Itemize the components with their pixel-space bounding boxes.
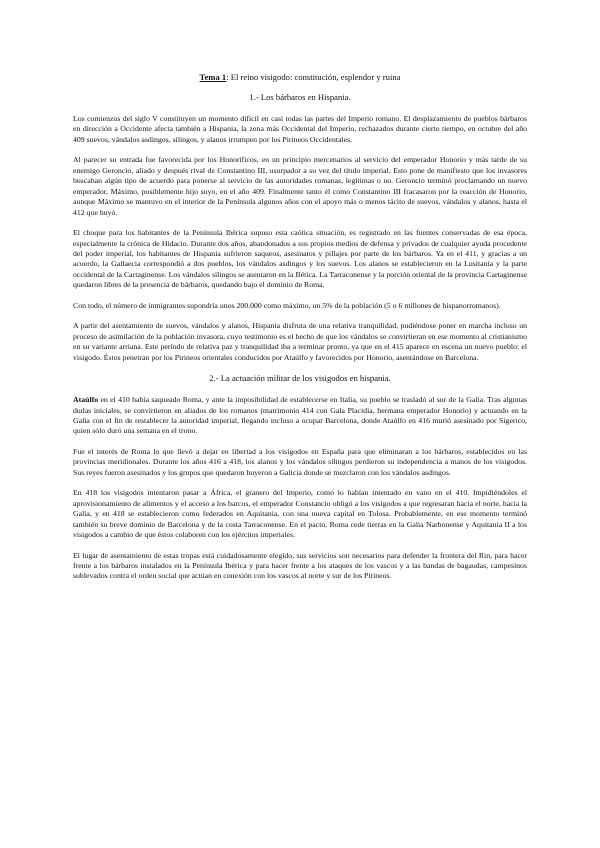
paragraph-lead: Ataúlfo xyxy=(73,395,99,405)
paragraph: Con todo, el número de inmigrantes supondría unos 200.000 como máximo, un 5% de la población (5 o 6 millones de hispanorromanos). xyxy=(73,300,501,310)
paragraph-text: en el 410 había saqueado Roma, y ante la imposibilidad de establecerse en Italia, su pueblo se trasladó al sur de la Galia. Tras algunas dudas iniciales, se convirtieron en aliados de los romanos (matrimonio 414 con Gala Placidia, hermana emperador Honorio) y actuando en la Galia con el fin de restablecer la autoridad imperial, llegando incluso a ocupar Barcelona, donde Ataúlfo en 416 murió asesinado por Sigerico, quien sólo duró una semana en el trono. xyxy=(73,395,527,436)
paragraph: El choque para los habitantes de la Península Ibérica supuso esta caótica situación, es registrado en las fuentes conservadas de esa época, especialmente la crónica de Hidacio. Durante dos años, abandonados a sus propios medios de defensa y privados de cualquier ayuda procedente del poder imperial, los habitantes de Hispania sufrieron saqueos, asesinatos y pillajes por parte de los bárbaros. Ya en el 411, y gracias a un acuerdo, la Gallaecia correspondió a dos pueblos, los vándalos asdingos y los suevos. Los alanos se establecieron en la Lusitania y la parte occidental de la Cartaginense. Los vándalos silingos se asentaron en la Bética. La Tarraconense y la porción oriental de la provincia Cartaginense quedaron libres de la presencia de bárbaros, quedando bajo el dominio de Roma. xyxy=(73,228,527,290)
paragraph: A partir del asentamiento de suevos, vándalos y alanos, Hispania disfruta de una relativa tranquilidad, pudiéndose poner en marcha incluso un proceso de asimilación de la población invasora, cuyo testimonio es el hecho de que los vándalos se convirtieran en ese momento al cristianismo en su variante arriana. Este período de relativa paz y tranquilidad iba a terminar pronto, ya que en el 415 aparece en escena un nuevo pueblo: el visigodo. Éstos penetran por los Pirineos orientales conducidos por Ataúlfo y favorecidos por Honorio, asentándose en Barcelona. xyxy=(73,321,527,362)
paragraph: Fue el interés de Roma lo que llevó a dejar en libertad a los visigodos en España para que eliminaran a los bárbaros, establecidos en las provincias meridionales. Durante los años 416 a 418, los alanos y los vándalos silingos perdieron su independencia a manos de los visigodos. Sus reyes fueron asesinados y los grupos que quedaron huyeron a Galicia donde se mezclaron con los vándalos asdingos. xyxy=(73,446,527,477)
paragraph: Al parecer su entrada fue favorecida por los Honoríficos, en un principio mercenarios al servicio del emperador Honorio y más tarde de su enemigo Geroncio, aliado y después rival de Constantino III, usurpador a su vez del título imperial. Esto pone de manifiesto que los invasores buscaban algún tipo de acuerdo para ponerse al servicio de las autoridades romanas, legítimas o no. Geroncio terminó proclamando un nuevo emperador, Máximo, posiblemente hijo suyo, en el año 409. Finalmente tanto él como Constantino III fracasaron por la reacción de Honorio, aunque Máximo se mantuvo en el interior de la Península algunos años con el apoyo más o menos tácito de suevos, vándalos y alanos, hasta el 412 que huyó. xyxy=(73,155,527,217)
paragraph xyxy=(73,395,527,437)
paragraph: El lugar de asentamiento de estas tropas está cuidadosamente elegido, sus servicios son necesarios para defender la frontera del Rin, para hacer frente a los bárbaros instalados en la Península Ibérica y para hacer frente a los ataques de los vascos y a las bandas de bagaudas, campesinos sublevados contra el orden social que actúan en conexión con los vascos al norte y sur de los Pirineos. xyxy=(73,550,527,581)
paragraph: En 418 los visigodos intentaron pasar a África, el granero del Imperio, como lo habían intentado en vano en el 410. Impidiéndoles el aprovisionamiento de alimentos y el acceso a los barcos, el emperador Constancio obligó a los visigodos a que regresaran hacia el norte, hacia la Galia, y en 418 se establecieron como federados en Aquitania, con una nueva capital en Tolosa. Probablemente, en ese momento terminó también su breve dominio de Barcelona y de la costa Tarraconense. En el pacto, Roma cede tierras en la Galia Narbonense y Aquitania II a los visigodos a cambio de que éstos colaboren con los ejércitos imperiales. xyxy=(73,488,527,540)
document-title xyxy=(73,72,527,83)
paragraph: Los comienzos del siglo V constituyen un momento difícil en casi todas las partes del Imperio romano. El desplazamiento de pueblos bárbaros en dirección a Occidente afecta también a Hispania, la zona más Occidental del Imperio, rechazados durante cierto tiempo, en octubre del año 409 suevos, vándalos asdingos, silingos, y alanos irrumpen por los Pirineos Occidentales. xyxy=(73,114,527,144)
title-label: Tema 1 xyxy=(199,72,227,82)
section-1-heading: 1.- Los bárbaros en Hispania. xyxy=(249,92,351,102)
section-2-heading: 2.- La actuación militar de los visigodos en hispania. xyxy=(209,373,391,384)
title-text: : El reino visigodo: constitución, esplendor y ruina xyxy=(226,72,401,82)
